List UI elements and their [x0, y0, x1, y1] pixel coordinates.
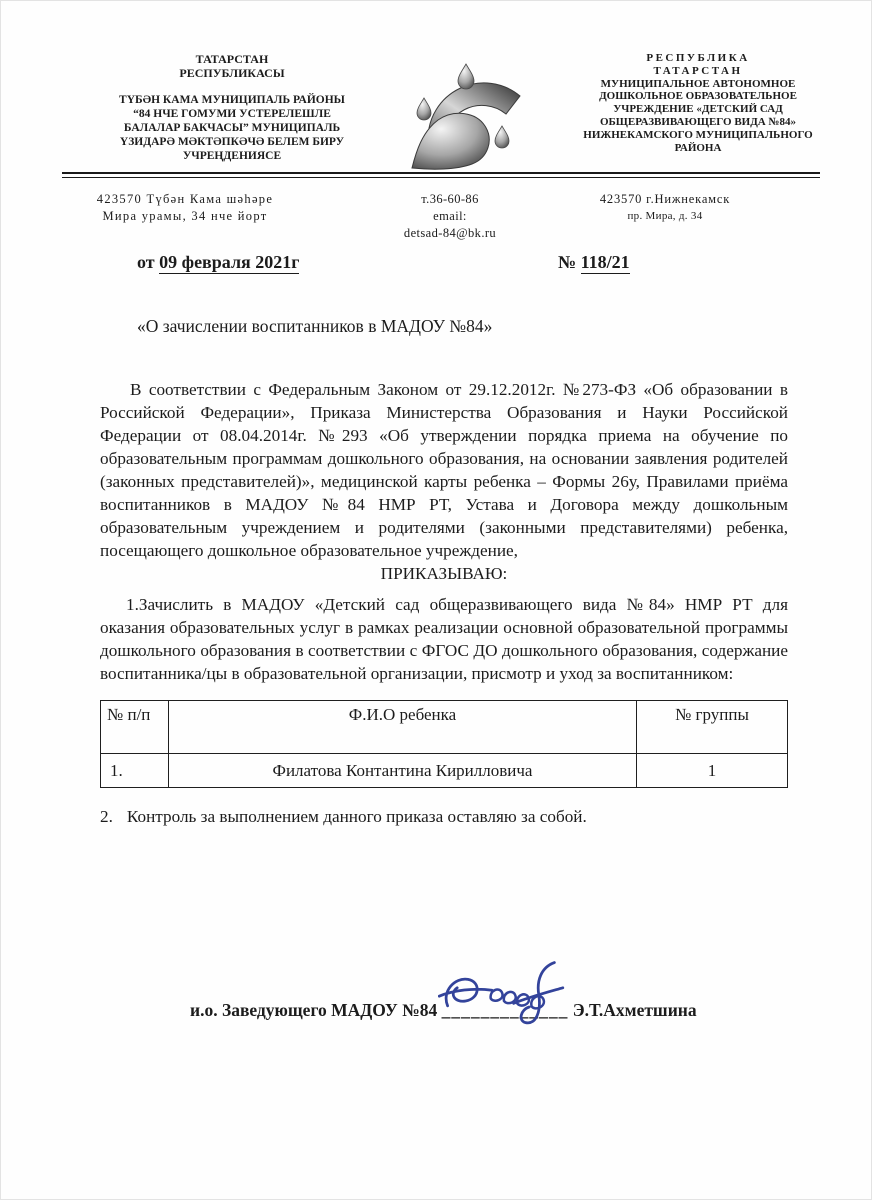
order-body — [100, 378, 788, 828]
enrollment-table — [100, 700, 788, 788]
signature-line: _____________ — [441, 1000, 569, 1020]
org-line: ДОШКОЛЬНОЕ ОБРАЗОВАТЕЛЬНОЕ — [599, 90, 797, 103]
table-row — [101, 754, 788, 788]
water-droplets-logo-icon — [398, 60, 528, 178]
address-tatar — [90, 191, 280, 225]
number-value: 118/21 — [580, 252, 630, 272]
date-value: 09 февраля 2021г — [159, 252, 300, 272]
order-date — [137, 252, 299, 273]
order-subject: «О зачислении воспитанников в МАДОУ №84» — [137, 316, 493, 336]
org-title-tatar — [78, 93, 386, 163]
signatory-name: Э.Т.Ахметшина — [572, 1000, 697, 1020]
order-number — [558, 252, 630, 273]
org-line: БАЛАЛАР БАКЧАСЫ” МУНИЦИПАЛЬ — [123, 122, 341, 134]
cell-child-name: Филатова Контантина Кирилловича — [169, 754, 637, 788]
address-russian — [565, 191, 765, 225]
email-label: email: — [433, 209, 467, 223]
handwritten-signature-icon — [438, 958, 570, 1032]
contact-line: Мира урамы, 34 нче йорт — [102, 209, 268, 223]
org-line: “84 НЧЕ ГОМУМИ УСТЕРЕЛЕШЛЕ — [133, 108, 331, 120]
signatory-title: и.о. Заведующего МАДОУ №84 — [190, 1000, 438, 1020]
org-line: РАЙОНА — [674, 141, 722, 154]
org-line: ҮЗИДАРӘ МӘКТӘПКӘЧӘ БЕЛЕМ БИРУ — [119, 136, 345, 148]
org-line: РЕСПУБЛИКАСЫ — [179, 66, 285, 80]
org-line: УЧРЕЖДЕНИЕ «ДЕТСКИЙ САД — [613, 103, 783, 116]
cell-row-number: 1. — [101, 754, 169, 788]
column-header-child-name: Ф.И.О ребенка — [169, 701, 637, 754]
order-item-2 — [100, 805, 788, 828]
org-line: НИЖНЕКАМСКОГО МУНИЦИПАЛЬНОГО — [583, 128, 813, 141]
phone-email — [360, 191, 540, 242]
number-sign: № — [558, 252, 577, 272]
table-header-row — [101, 701, 788, 754]
org-line: ОБЩЕРАЗВИВАЮЩЕГО ВИДА №84» — [599, 115, 797, 128]
org-line: УЧРЕҢДЕНИЯСЕ — [182, 150, 282, 162]
phone-number: т.36-60-86 — [421, 192, 479, 206]
org-name-tatar — [78, 52, 386, 163]
org-line: ТҮБӘН КАМА МУНИЦИПАЛЬ РАЙОНЫ — [119, 94, 345, 106]
contact-line: пр. Мира, д. 34 — [627, 210, 703, 222]
org-republic-tatar — [78, 52, 386, 80]
org-line: РЕСПУБЛИКА — [646, 52, 750, 64]
cell-group-number: 1 — [637, 754, 788, 788]
preamble-paragraph: В соответствии с Федеральным Законом от 29.12.2012г. №273-ФЗ «Об образовании в Российской Федерации», Приказа Министерства Образования и Науки Российской Федерации от 08.04.2014г. №293 «Об утверждении порядка приема на обучение по образовательным программам дошкольного образования, на основании заявления родителей (законных представителей)», медицинской карты ребенка – Формы 26у, Правилами приёма воспитанников в МАДОУ №84 НМР РТ, Устава и Договора между дошкольным образовательным учреждением и родителями (законными представителями) ребенка, посещающего дошкольное образовательное учреждение, — [100, 380, 788, 560]
item-text: Контроль за выполнением данного приказа оставляю за собой. — [126, 807, 587, 826]
org-line: ТАТАРСТАН — [195, 52, 269, 66]
org-line: МУНИЦИПАЛЬНОЕ АВТОНОМНОЕ — [600, 77, 796, 90]
resolution-word: ПРИКАЗЫВАЮ: — [380, 564, 508, 583]
date-prefix: от — [137, 252, 155, 272]
org-republic-russian — [552, 52, 844, 78]
org-title-russian — [552, 78, 844, 155]
item-number: 2. — [100, 807, 113, 826]
contact-line: 423570 г.Нижнекамск — [599, 192, 731, 206]
order-item-1: 1.Зачислить в МАДОУ «Детский сад общеразвивающего вида №84» НМР РТ для оказания образовательных услуг в рамках реализации основной образовательной программы дошкольного образования в соответствии с ФГОС ДО дошкольного образования, содержание воспитанника/цы в образовательной организации, присмотр и уход за воспитанником: — [100, 595, 788, 683]
contact-line: 423570 Түбән Кама шәһәре — [96, 192, 274, 206]
org-line: ТАТАРСТАН — [653, 64, 743, 77]
org-name-russian — [552, 52, 844, 154]
column-header-group: № группы — [637, 701, 788, 754]
column-header-number: № п/п — [101, 701, 169, 754]
letterhead-divider — [62, 172, 820, 178]
email-address: detsad-84@bk.ru — [403, 226, 497, 240]
